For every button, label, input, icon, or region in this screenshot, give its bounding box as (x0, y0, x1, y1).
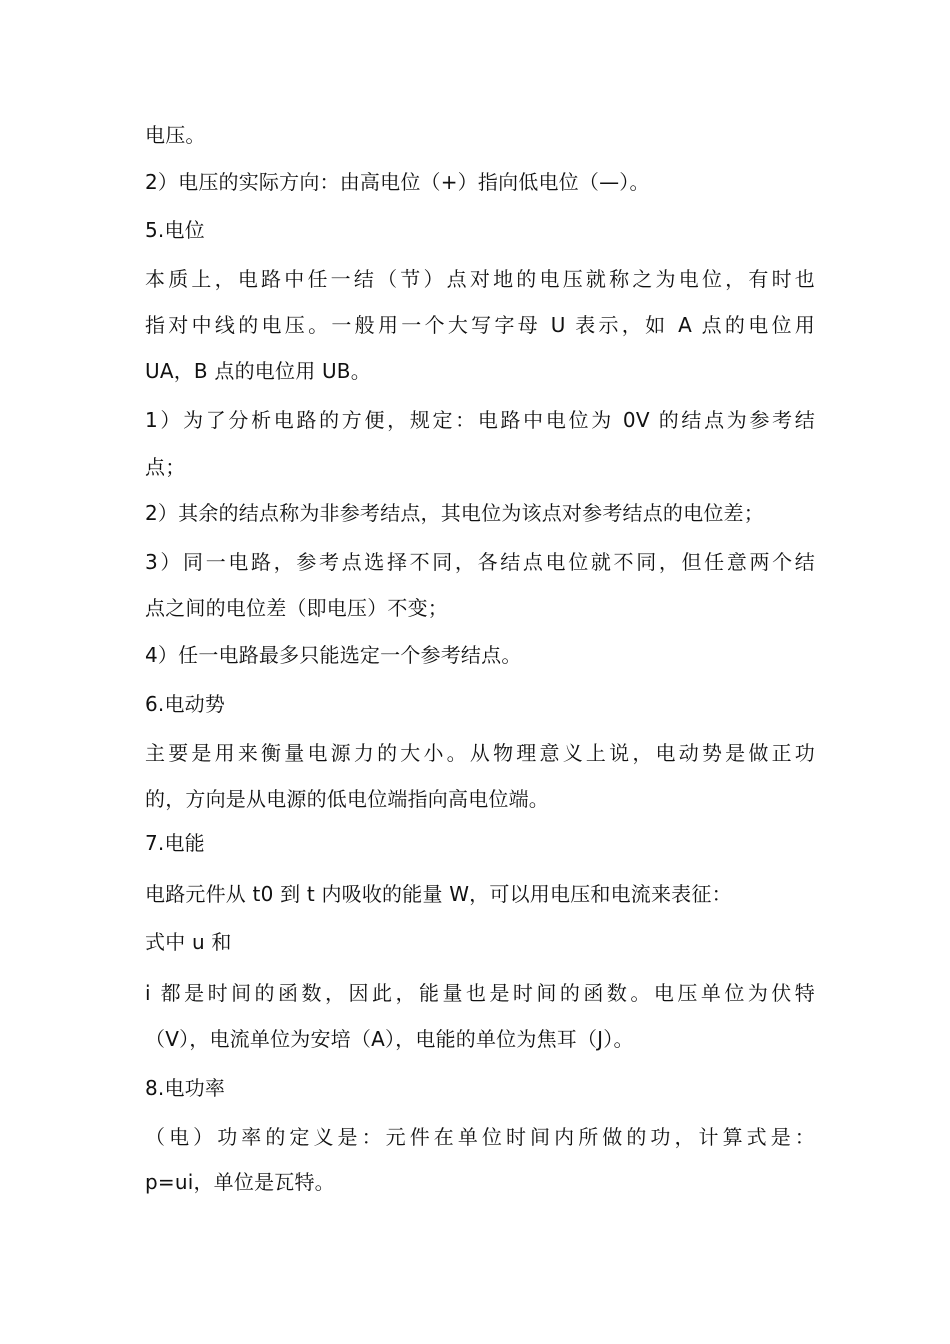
text-line: 3）同一电路，参考点选择不同，各结点电位就不同，但任意两个结 (145, 550, 815, 574)
text-line: 本质上，电路中任一结（节）点对地的电压就称之为电位，有时也 (145, 267, 815, 291)
section-heading: 6.电动势 (145, 692, 226, 716)
text-line: UA，B 点的电位用 UB。 (145, 359, 371, 383)
text-line: 电压。 (145, 123, 206, 147)
text-line: 1）为了分析电路的方便，规定：电路中电位为 0V 的结点为参考结 (145, 408, 815, 432)
text-line: 点之间的电位差（即电压）不变； (145, 596, 448, 620)
text-line: i 都是时间的函数，因此，能量也是时间的函数。电压单位为伏特 (145, 981, 815, 1005)
text-line: 2）电压的实际方向：由高电位（+）指向低电位（—）。 (145, 170, 650, 194)
text-line: 的，方向是从电源的低电位端指向高电位端。 (145, 787, 549, 811)
section-heading: 8.电功率 (145, 1076, 226, 1100)
text-line: 电路元件从 t0 到 t 内吸收的能量 W，可以用电压和电流来表征： (145, 882, 732, 906)
text-line: 2）其余的结点称为非参考结点，其电位为该点对参考结点的电位差； (145, 501, 764, 525)
text-line: 式中 u 和 (145, 930, 232, 954)
text-line: （V），电流单位为安培（A），电能的单位为焦耳（J）。 (145, 1027, 634, 1051)
text-line: 4）任一电路最多只能选定一个参考结点。 (145, 643, 522, 667)
text-line: 主要是用来衡量电源力的大小。从物理意义上说，电动势是做正功 (145, 741, 815, 765)
section-heading: 5.电位 (145, 218, 205, 242)
section-heading: 7.电能 (145, 831, 205, 855)
text-line: 点； (145, 455, 186, 479)
text-line: 指对中线的电压。一般用一个大写字母 U 表示，如 A 点的电位用 (145, 313, 815, 337)
text-line: p=ui，单位是瓦特。 (145, 1170, 335, 1194)
text-line: （电）功率的定义是：元件在单位时间内所做的功，计算式是： (145, 1125, 815, 1149)
